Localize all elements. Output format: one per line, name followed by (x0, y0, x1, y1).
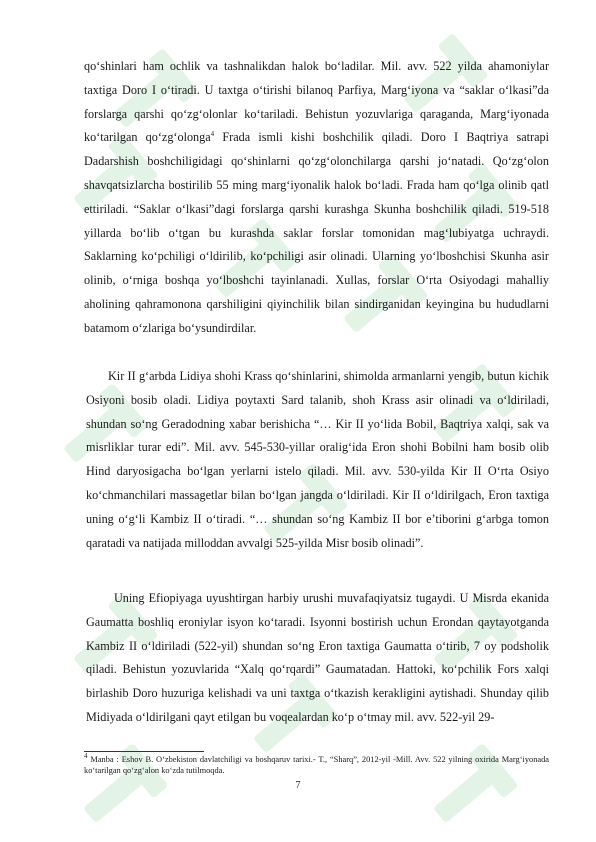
footnote-reference[interactable]: 4 (210, 130, 215, 139)
footnote (84, 752, 549, 776)
paragraph-3: Uning Efiopiyaga uyushtirgan harbiy urushi muvafaqiyatsiz tugaydi. U Misrda ekanida Gaumatta boshliq eroniylar isyon ko‘taradi. Isyonni bostirish uchun Erondan qaytayotganda Kambiz II o‘ldiriladi (522-yil) shundan so‘ng Eron taxtiga Gaumatta o‘tirib, 7 oy podsholik qiladi. Behistun yozuvlarida “Xalq qo‘rqardi” Gaumatadan. Hattoki, ko‘pchilik Fors xalqi birlashib Doro huzuriga kelishadi va uni taxtga o‘tkazish kerakligini aytishadi. Shunday qilib Midiyada o‘ldirilgani qayt etilgan bu voqealardan ko‘p o‘tmay mil. avv. 522-yil 29- (86, 591, 549, 724)
paragraph-1 (84, 55, 549, 341)
footnote-marker: 4 (84, 752, 88, 761)
paragraph-2: Kir II g‘arbda Lidiya shohi Krass qo‘shinlarini, shimolda armanlarni yengib, butun kichik Osiyoni bosib oladi. Lidiya poytaxti Sard talanib, shoh Krass asir olinadi va o‘ldiriladi, shundan so‘ng Geradodning xabar berishicha “… Kir II yo‘lida Bobil, Baqtriya xalqi, sak va misrliklar turar edi”. Mil. avv. 545-530-yillar oralig‘ida Eron shohi Bobilni ham bosib olib Hind daryosigacha bo‘lgan yerlarni istelo qiladi. Mil. avv. 530-yilda Kir II O‘rta Osiyo ko‘chmanchilari massagetlar bilan bo‘lgan jangda o‘ldiriladi. Kir II o‘ldirilgach, Eron taxtiga uning o‘g‘li Kambiz II o‘tiradi. “… shundan so‘ng Kambiz II bor e’tiborini g‘arbga tomon qaratadi va natijada milloddan avvalgi 525-yilda Misr bosib olinadi”. (86, 369, 549, 550)
paragraph-1-part-b: Frada ismli kishi boshchilik qiladi. Doro I Baqtriya satrapi Dadarshish boshchiligidagi qo‘shinlarni qo‘zg‘olonchilarga qarshi jo‘natadi. Qo‘zg‘olon shavqatsizlarcha bostirilib 55 ming marg‘iyonalik halok bo‘ladi. Frada ham qo‘lga olinib qatl ettiriladi. “Saklar o‘lkasi”dagi forslarga qarshi kurashga Skunha boshchilik qiladi. 519-518 yillarda bo‘lib o‘tgan bu kurashda saklar forslar tomonidan mag‘lubiyatga uchraydi. Saklarning ko‘pchiligi o‘ldirilib, ko‘pchiligi asir olinadi. Ularning yo‘lboshchisi Skunha asir olinib, o‘rniga boshqa yo‘lboshchi tayinlanadi. Xullas, forslar O‘rta Osiyodagi mahalliy aholining qahramonona qarshiligini qiyinchilik bilan sindirganidan keyingina bu hududlarni batamom o‘zlariga bo‘ysundirdilar. (84, 130, 549, 335)
footnote-text: Manba : Eshov B. O‘zbekiston davlatchiligi va boshqaruv tarixi.- T., “Sharq”, 2012-yil -Mill. Avv. 522 yilning oxirida Marg‘iyonada ko‘tarilgan qo‘zg‘alon ko‘zda tutilmoqda. (84, 755, 549, 775)
paragraph-1-part-a: qo‘shinlari ham ochlik va tashnalikdan halok bo‘ladilar. Mil. avv. 522 yilda ahamoniylar taxtiga Doro I o‘tiradi. U taxtga o‘tirishi bilanoq Parfiya, Marg‘iyona va “saklar o‘lkasi”da forslarga qarshi qo‘zg‘olonlar ko‘tariladi. Behistun yozuvlariga qaraganda, Marg‘iyonada ko‘tarilgan qo‘zg‘olonga (84, 59, 549, 145)
page-number: 7 (295, 780, 301, 791)
footnote-divider (84, 751, 204, 752)
